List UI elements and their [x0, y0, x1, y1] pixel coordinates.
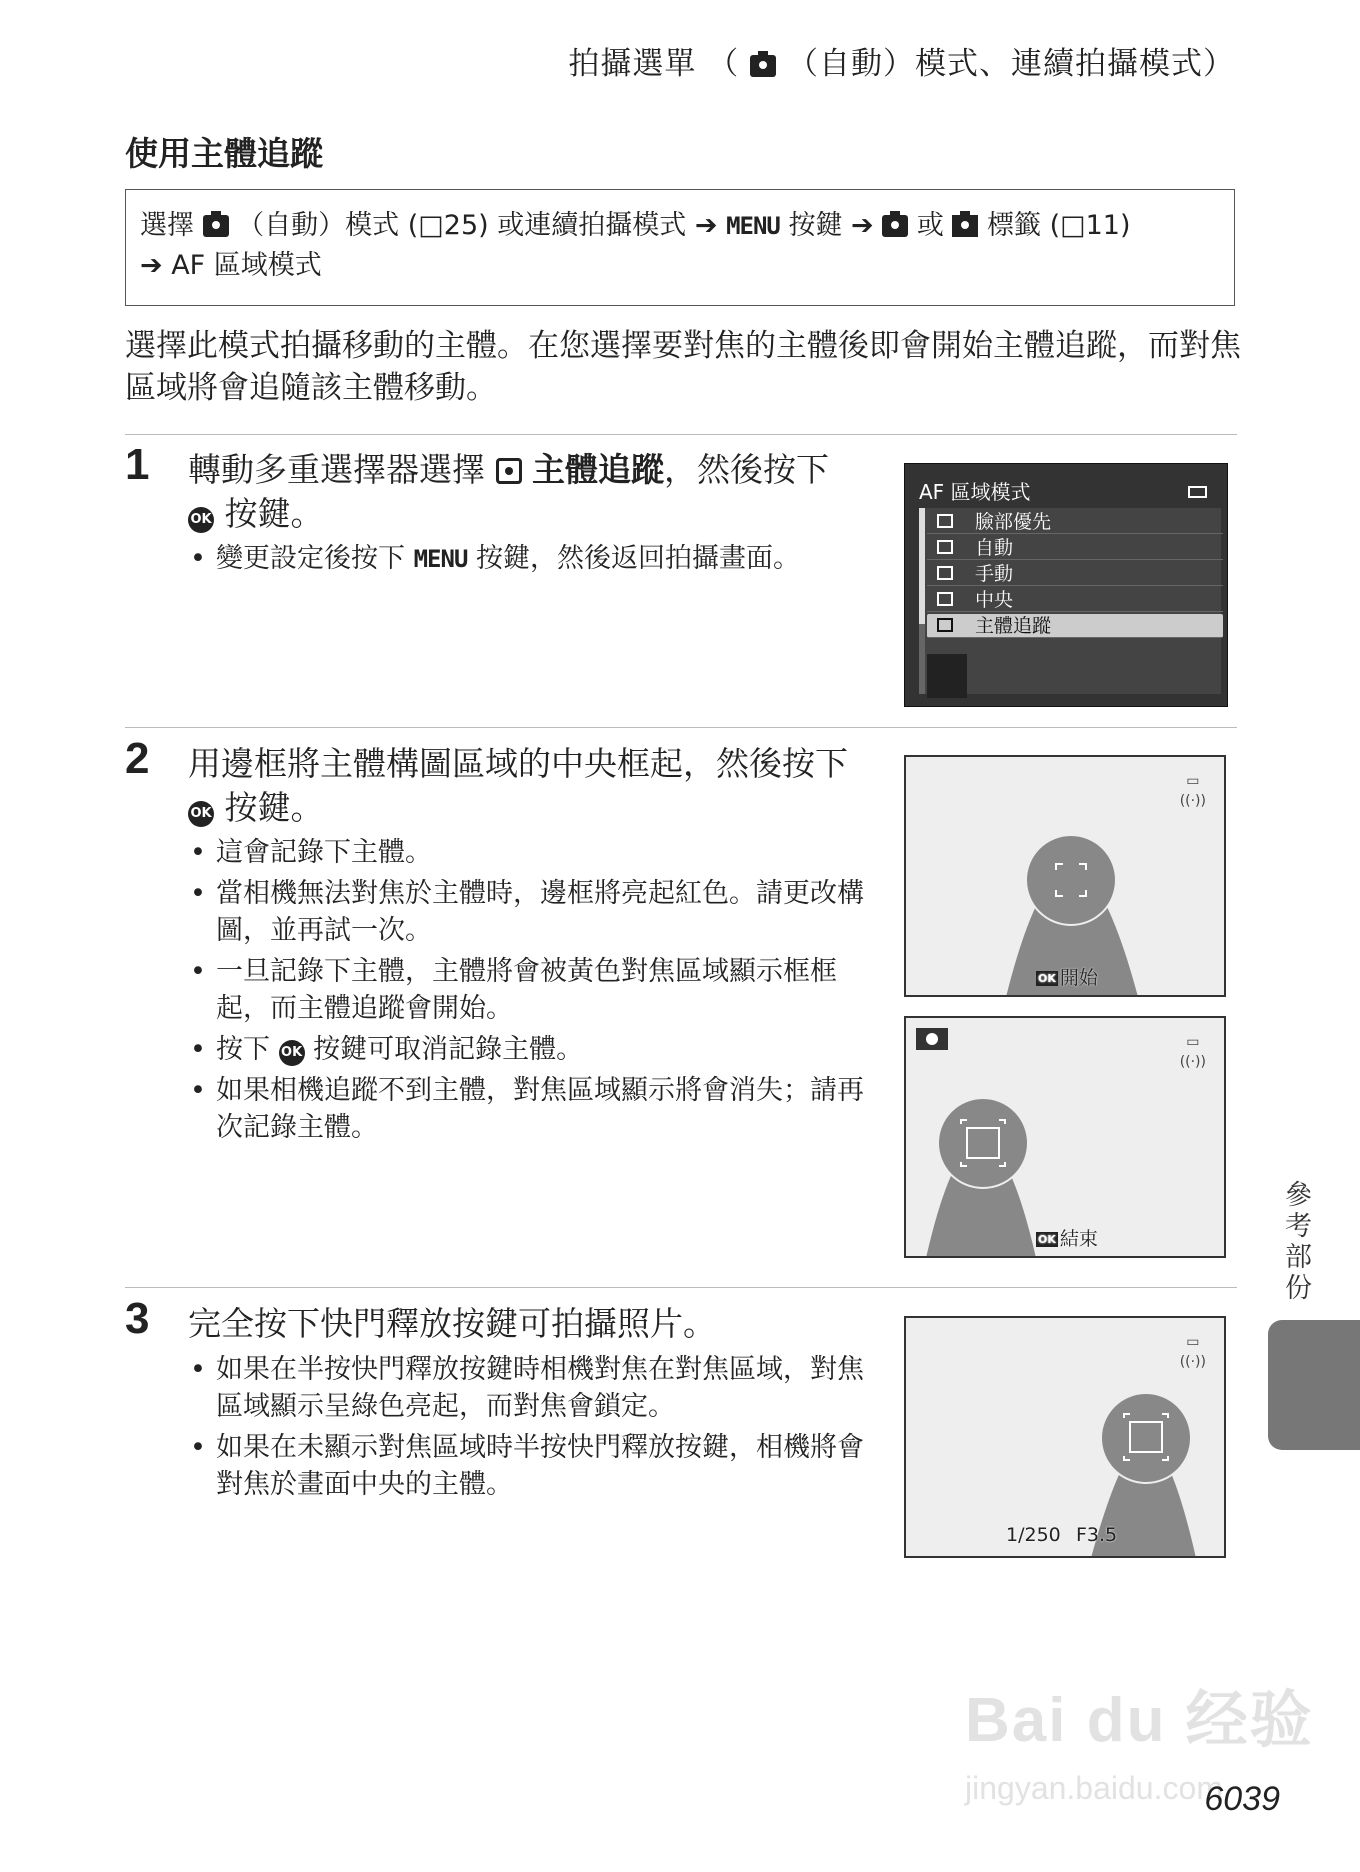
- face-priority-icon: [937, 514, 953, 528]
- camera-tab-icon: [882, 215, 908, 237]
- camera-screen-tracking: [904, 1016, 1226, 1258]
- vr-icon: ((·)): [1179, 793, 1206, 809]
- subject-silhouette: [906, 757, 1226, 997]
- ok-button-icon: OK: [279, 1040, 305, 1066]
- auto-area-icon: [937, 540, 953, 554]
- step-3-instruction: 完全按下快門釋放按鍵可拍攝照片。: [188, 1304, 716, 1343]
- subject-silhouette: [906, 1018, 1226, 1258]
- side-tab: [1268, 1320, 1360, 1450]
- battery-icon: ▭: [1186, 773, 1200, 789]
- ok-button-icon: OK: [188, 801, 214, 827]
- list-item: • 按下 OK 按鍵可取消記錄主體。: [190, 1031, 880, 1068]
- menu-list: [919, 508, 1221, 694]
- step-text: 按鍵。: [214, 788, 324, 827]
- path-text: 選擇: [140, 210, 203, 241]
- header-suffix: （自動）模式、連續拍攝模式）: [787, 46, 1235, 82]
- path-text: 按鍵 ➔: [779, 210, 883, 241]
- scrollbar: [919, 508, 925, 694]
- list-item: • 這會記錄下主體。: [190, 834, 880, 871]
- path-text: （自動）模式 (□25) 或連續拍攝模式 ➔: [228, 210, 727, 241]
- battery-icon: ▭: [1186, 1334, 1200, 1350]
- menu-button-glyph: MENU: [413, 545, 468, 573]
- menu-item-subject-tracking: 主體追蹤: [927, 614, 1223, 638]
- subject-tracking-icon: [496, 458, 522, 484]
- divider: [125, 727, 1237, 728]
- auto-mode-camera-icon: [750, 55, 776, 77]
- ok-button-icon: OK: [188, 507, 214, 533]
- menu-item-face-priority: 臉部優先: [927, 510, 1223, 534]
- end-label: OK 結束: [1038, 1228, 1098, 1250]
- path-line-1: [140, 206, 1220, 246]
- menu-item-manual: 手動: [927, 562, 1223, 586]
- list-item: • 變更設定後按下 MENU 按鍵，然後返回拍攝畫面。: [190, 540, 880, 578]
- step-text: 按鍵。: [214, 494, 324, 533]
- manual-area-icon: [937, 566, 953, 580]
- section-title: 使用主體追蹤: [125, 134, 323, 173]
- step-3-bullets: [190, 1351, 880, 1507]
- vr-icon: ((·)): [1179, 1054, 1206, 1070]
- ok-button-icon: OK: [1038, 972, 1056, 985]
- menu-path-box: [125, 189, 1235, 306]
- intro-paragraph: 選擇此模式拍攝移動的主體。在您選擇要對焦的主體後即會開始主體追蹤，而對焦區域將會追隨該主體移動。: [125, 328, 1241, 406]
- page-number: 6039: [1204, 1780, 1280, 1818]
- battery-icon: ▭: [1186, 1034, 1200, 1050]
- path-text: 標籤 (□11): [978, 210, 1131, 241]
- step-2-bullets: [190, 834, 880, 1150]
- menu-title: AF 區域模式: [919, 480, 1031, 504]
- menu-item-center: 中央: [927, 588, 1223, 612]
- list-item: • 如果相機追蹤不到主體，對焦區域顯示將會消失；請再次記錄主體。: [190, 1072, 880, 1146]
- step-number: 2: [125, 734, 150, 783]
- camera-screen-focus-locked: [904, 1316, 1226, 1558]
- page-header: [568, 38, 1235, 83]
- menu-button-glyph: MENU: [726, 212, 780, 240]
- step-text: 用邊框將主體構圖區域的中央框起，然後按下: [188, 744, 848, 783]
- list-item: • 當相機無法對焦於主體時，邊框將亮起紅色。請更改構圖，並再試一次。: [190, 875, 880, 949]
- vr-icon: ((·)): [1179, 1354, 1206, 1370]
- continuous-tab-icon: [952, 215, 978, 237]
- step-text: ，然後按下: [664, 450, 829, 489]
- list-item: • 如果在半按快門釋放按鍵時相機對焦在對焦區域，對焦區域顯示呈綠色亮起，而對焦會鎖定。: [190, 1351, 880, 1425]
- menu-item-auto: 自動: [927, 536, 1223, 560]
- step-text: 轉動多重選擇器選擇: [188, 450, 496, 489]
- menu-side-block: [927, 654, 967, 698]
- camera-screen-start: [904, 755, 1226, 997]
- step-bold-text: 主體追蹤: [532, 450, 664, 489]
- step-number: 1: [125, 440, 150, 489]
- battery-icon: [1188, 486, 1207, 498]
- list-item: • 一旦記錄下主體，主體將會被黃色對焦區域顯示框框起，而主體追蹤會開始。: [190, 953, 880, 1027]
- step-1-instruction: [188, 448, 878, 536]
- camera-icon: [203, 215, 229, 237]
- subject-silhouette: [906, 1318, 1226, 1558]
- divider: [125, 1287, 1237, 1288]
- path-line-2: ➔ AF 區域模式: [140, 250, 322, 281]
- side-section-label: 參考部份: [1280, 1180, 1311, 1304]
- header-prefix: 拍攝選單 （: [568, 46, 740, 82]
- center-area-icon: [937, 592, 953, 606]
- divider: [125, 434, 1237, 435]
- watermark-url: jingyan.baidu.com: [965, 1770, 1223, 1806]
- watermark-logo: Bai du 经验: [965, 1686, 1314, 1755]
- subject-tracking-icon: [937, 618, 953, 632]
- shutter-speed: 1/250: [1006, 1524, 1061, 1546]
- step-1-bullets: [190, 540, 880, 582]
- start-label: OK 開始: [1038, 967, 1098, 989]
- step-2-instruction: [188, 742, 878, 830]
- aperture: F3.5: [1076, 1524, 1118, 1546]
- list-item: • 如果在未顯示對焦區域時半按快門釋放按鍵，相機將會對焦於畫面中央的主體。: [190, 1429, 880, 1503]
- step-number: 3: [125, 1294, 150, 1343]
- path-text: 或: [908, 210, 953, 241]
- ok-button-icon: OK: [1038, 1233, 1056, 1246]
- af-area-menu-screen: [904, 463, 1228, 707]
